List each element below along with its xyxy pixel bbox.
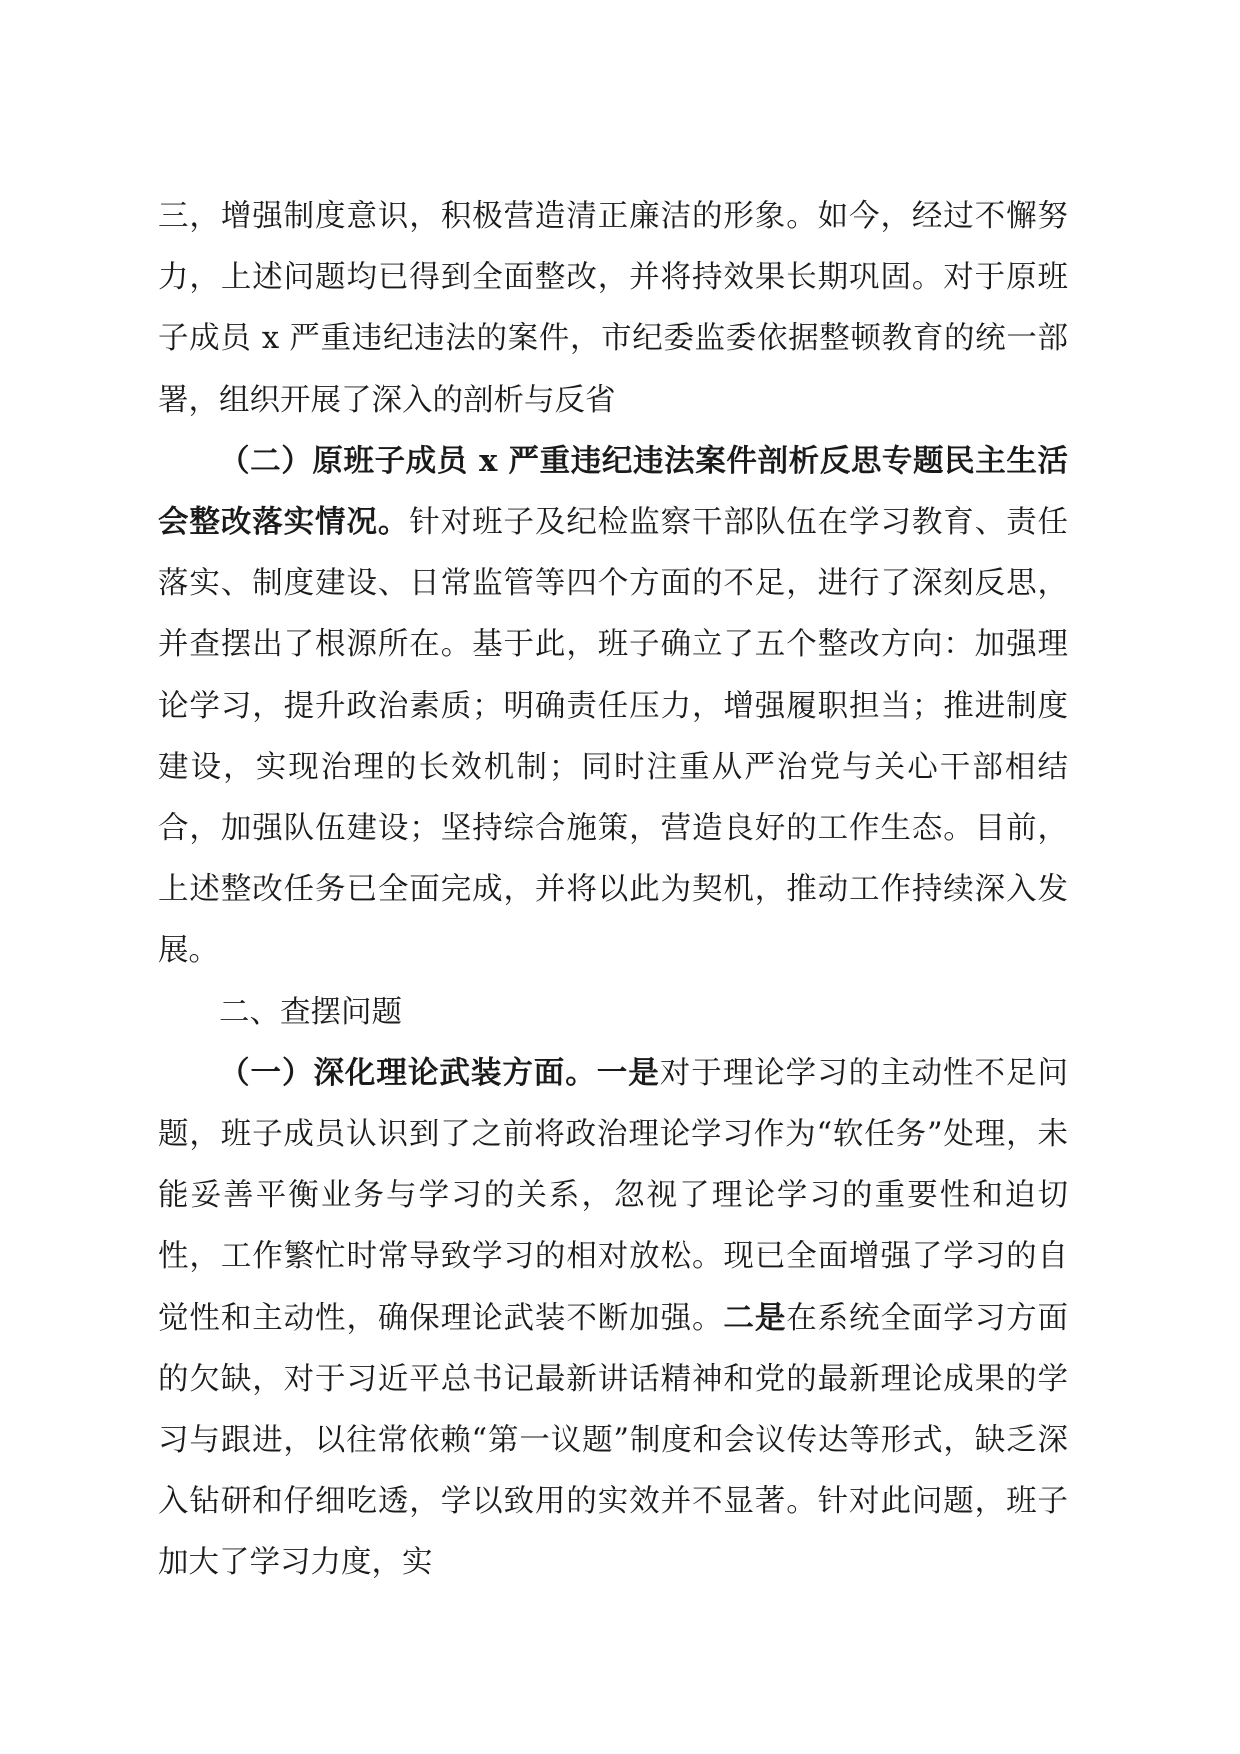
paragraph-section-2-2: [158, 431, 1068, 982]
chapter-heading-2: 二、查摆问题: [219, 994, 402, 1030]
point-label-two: 二是: [723, 1299, 787, 1336]
section-body-theory-part2: 在系统全面学习方面的欠缺，对于习近平总书记最新讲话精神和党的最新理论成果的学习与跟进，以往常依赖“第一议题”制度和会议传达等形式，缺乏深入钻研和仔细吃透，学以致用的实效并不显著。针对此问题，班子加大了学习力度，实: [158, 1300, 1069, 1581]
section-body-2-2: 针对班子及纪检监察干部队伍在学习教育、责任落实、制度建设、日常监管等四个方面的不足，进行了深刻反思，并查摆出了根源所在。基于此，班子确立了五个整改方向：加强理论学习，提升政治素质；明确责任压力，增强履职担当；推进制度建设，实现治理的长效机制；同时注重从严治党与关心干部相结合，加强队伍建设；坚持综合施策，营造良好的工作生态。目前，上述整改任务已全面完成，并将以此为契机，推动工作持续深入发展。: [158, 505, 1069, 969]
document-body: [158, 186, 1068, 1594]
paragraph-section-theory: [158, 1043, 1068, 1594]
section-heading-theory: （一）深化理论武装方面。一是: [219, 1054, 660, 1091]
section-heading-2-2: （二）原班子成员 x 严重违纪违法案件剖析反思专题民主生活会整改落实情况。: [158, 442, 1068, 541]
section-body-theory-part1: 对于理论学习的主动性不足问题，班子成员认识到了之前将政治理论学习作为“软任务”处理，未能妥善平衡业务与学习的关系，忽视了理论学习的重要性和迫切性，工作繁忙时常导致学习的相对放松。现已全面增强了学习的自觉性和主动性，确保理论武装不断加强。: [158, 1055, 1069, 1336]
paragraph-continuation: 三，增强制度意识，积极营造清正廉洁的形象。如今，经过不懈努力，上述问题均已得到全面整改，并将持效果长期巩固。对于原班子成员 x 严重违纪违法的案件，市纪委监委依据整顿教育的统一部署，组织开展了深入的剖析与反省: [158, 199, 1068, 418]
